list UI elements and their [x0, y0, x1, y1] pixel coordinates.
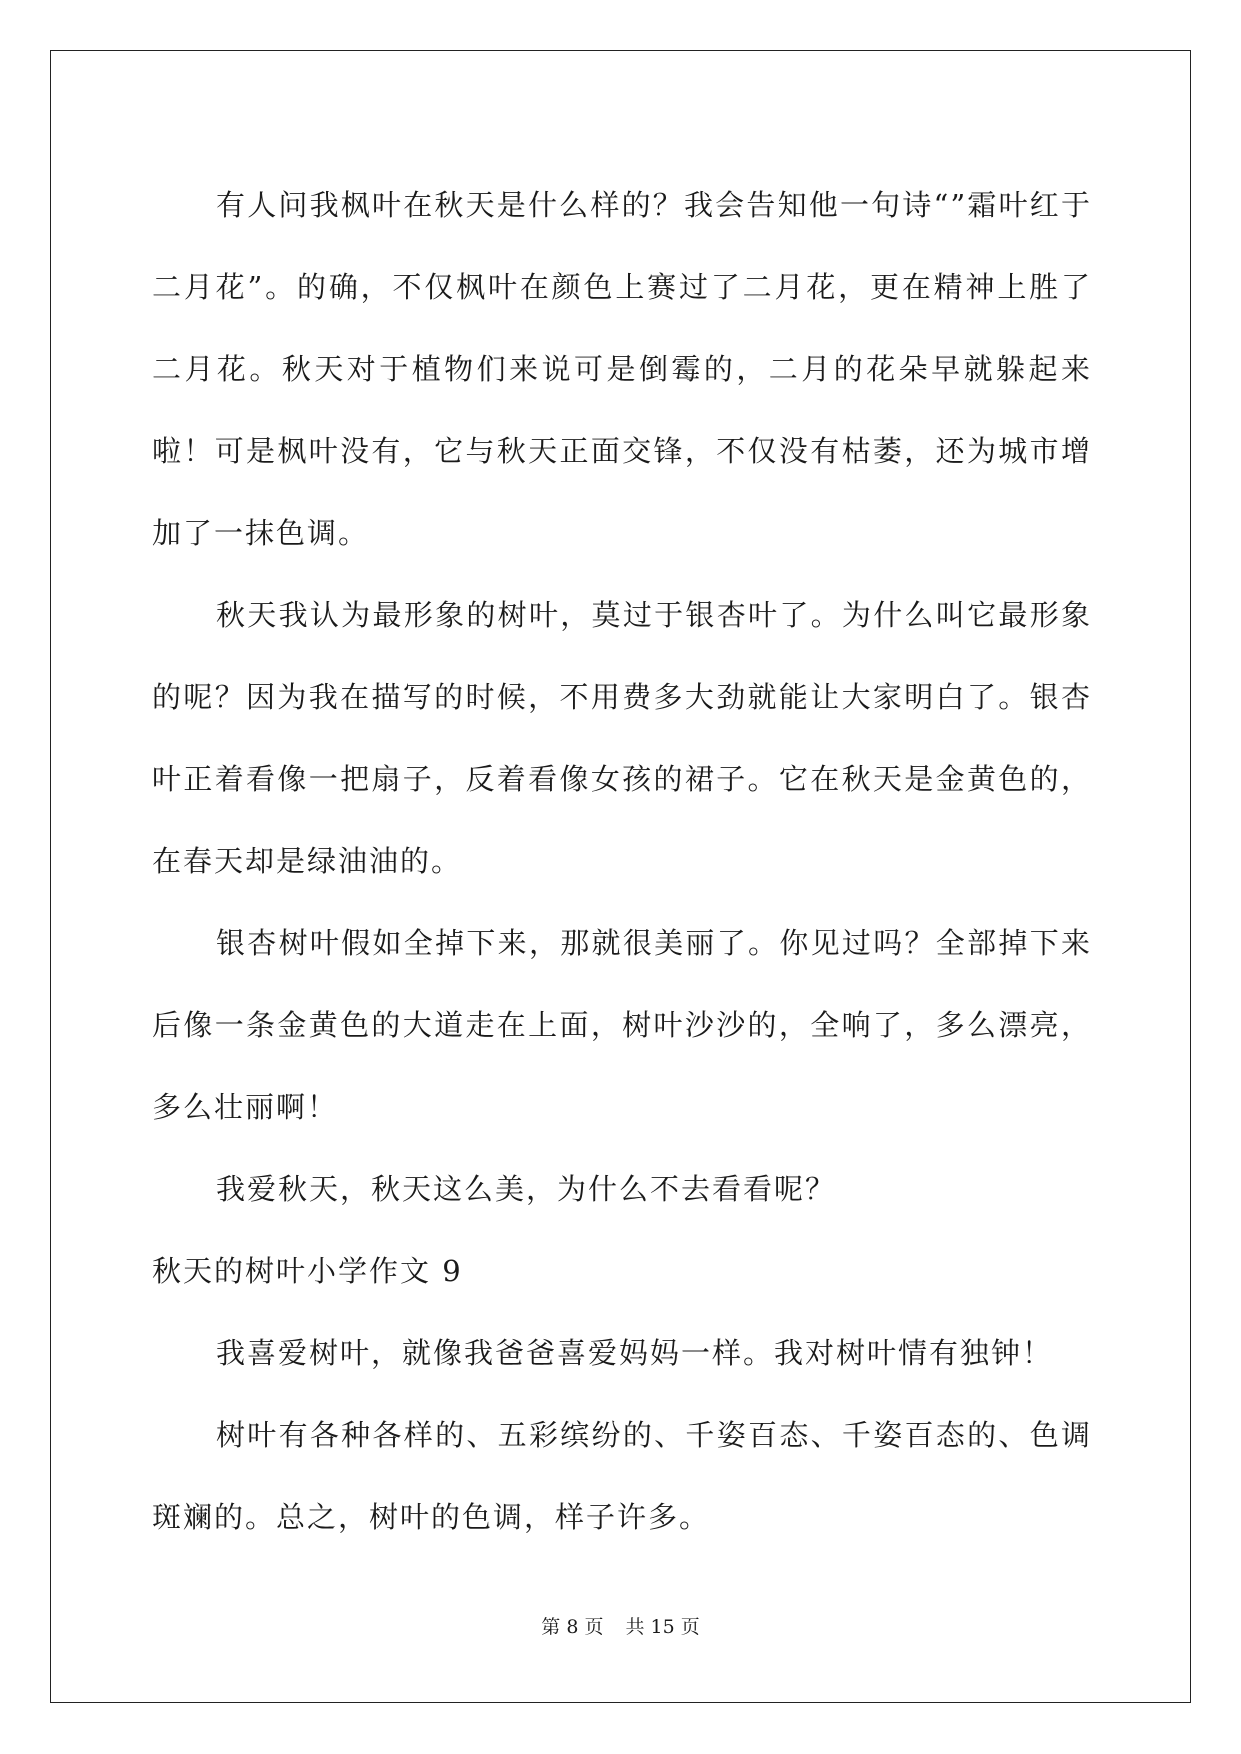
paragraph-maple-leaf: 有人问我枫叶在秋天是什么样的？我会告知他一句诗“”霜叶红于二月花”。的确，不仅枫叶在颜色上赛过了二月花，更在精神上胜了二月花。秋天对于植物们来说可是倒霉的，二月的花朵早就躲起来啦！可是枫叶没有，它与秋天正面交锋，不仅没有枯萎，还为城市增加了一抹色调。 — [152, 188, 1092, 550]
paragraph-love-autumn: 我爱秋天，秋天这么美，为什么不去看看呢？ — [216, 1172, 837, 1206]
paragraph-love-leaves: 我喜爱树叶，就像我爸爸喜爱妈妈一样。我对树叶情有独钟！ — [216, 1336, 1054, 1370]
page-total: 共 15 页 — [625, 1616, 700, 1638]
paragraph-leaf-variety: 树叶有各种各样的、五彩缤纷的、千姿百态、千姿百态的、色调斑斓的。总之，树叶的色调，样子许多。 — [152, 1418, 1092, 1534]
page-number: 第 8 页 — [541, 1616, 604, 1638]
section-title: 秋天的树叶小学作文 9 — [152, 1254, 463, 1288]
document-body — [152, 164, 1092, 1558]
page-footer — [0, 1612, 1241, 1639]
paragraph-golden-road: 银杏树叶假如全掉下来，那就很美丽了。你见过吗？全部掉下来后像一条金黄色的大道走在上面，树叶沙沙的，全响了，多么漂亮，多么壮丽啊！ — [152, 926, 1092, 1124]
paragraph-ginkgo-leaf: 秋天我认为最形象的树叶，莫过于银杏叶了。为什么叫它最形象的呢？因为我在描写的时候，不用费多大劲就能让大家明白了。银杏叶正着看像一把扇子，反着看像女孩的裙子。它在秋天是金黄色的，在春天却是绿油油的。 — [152, 598, 1092, 878]
